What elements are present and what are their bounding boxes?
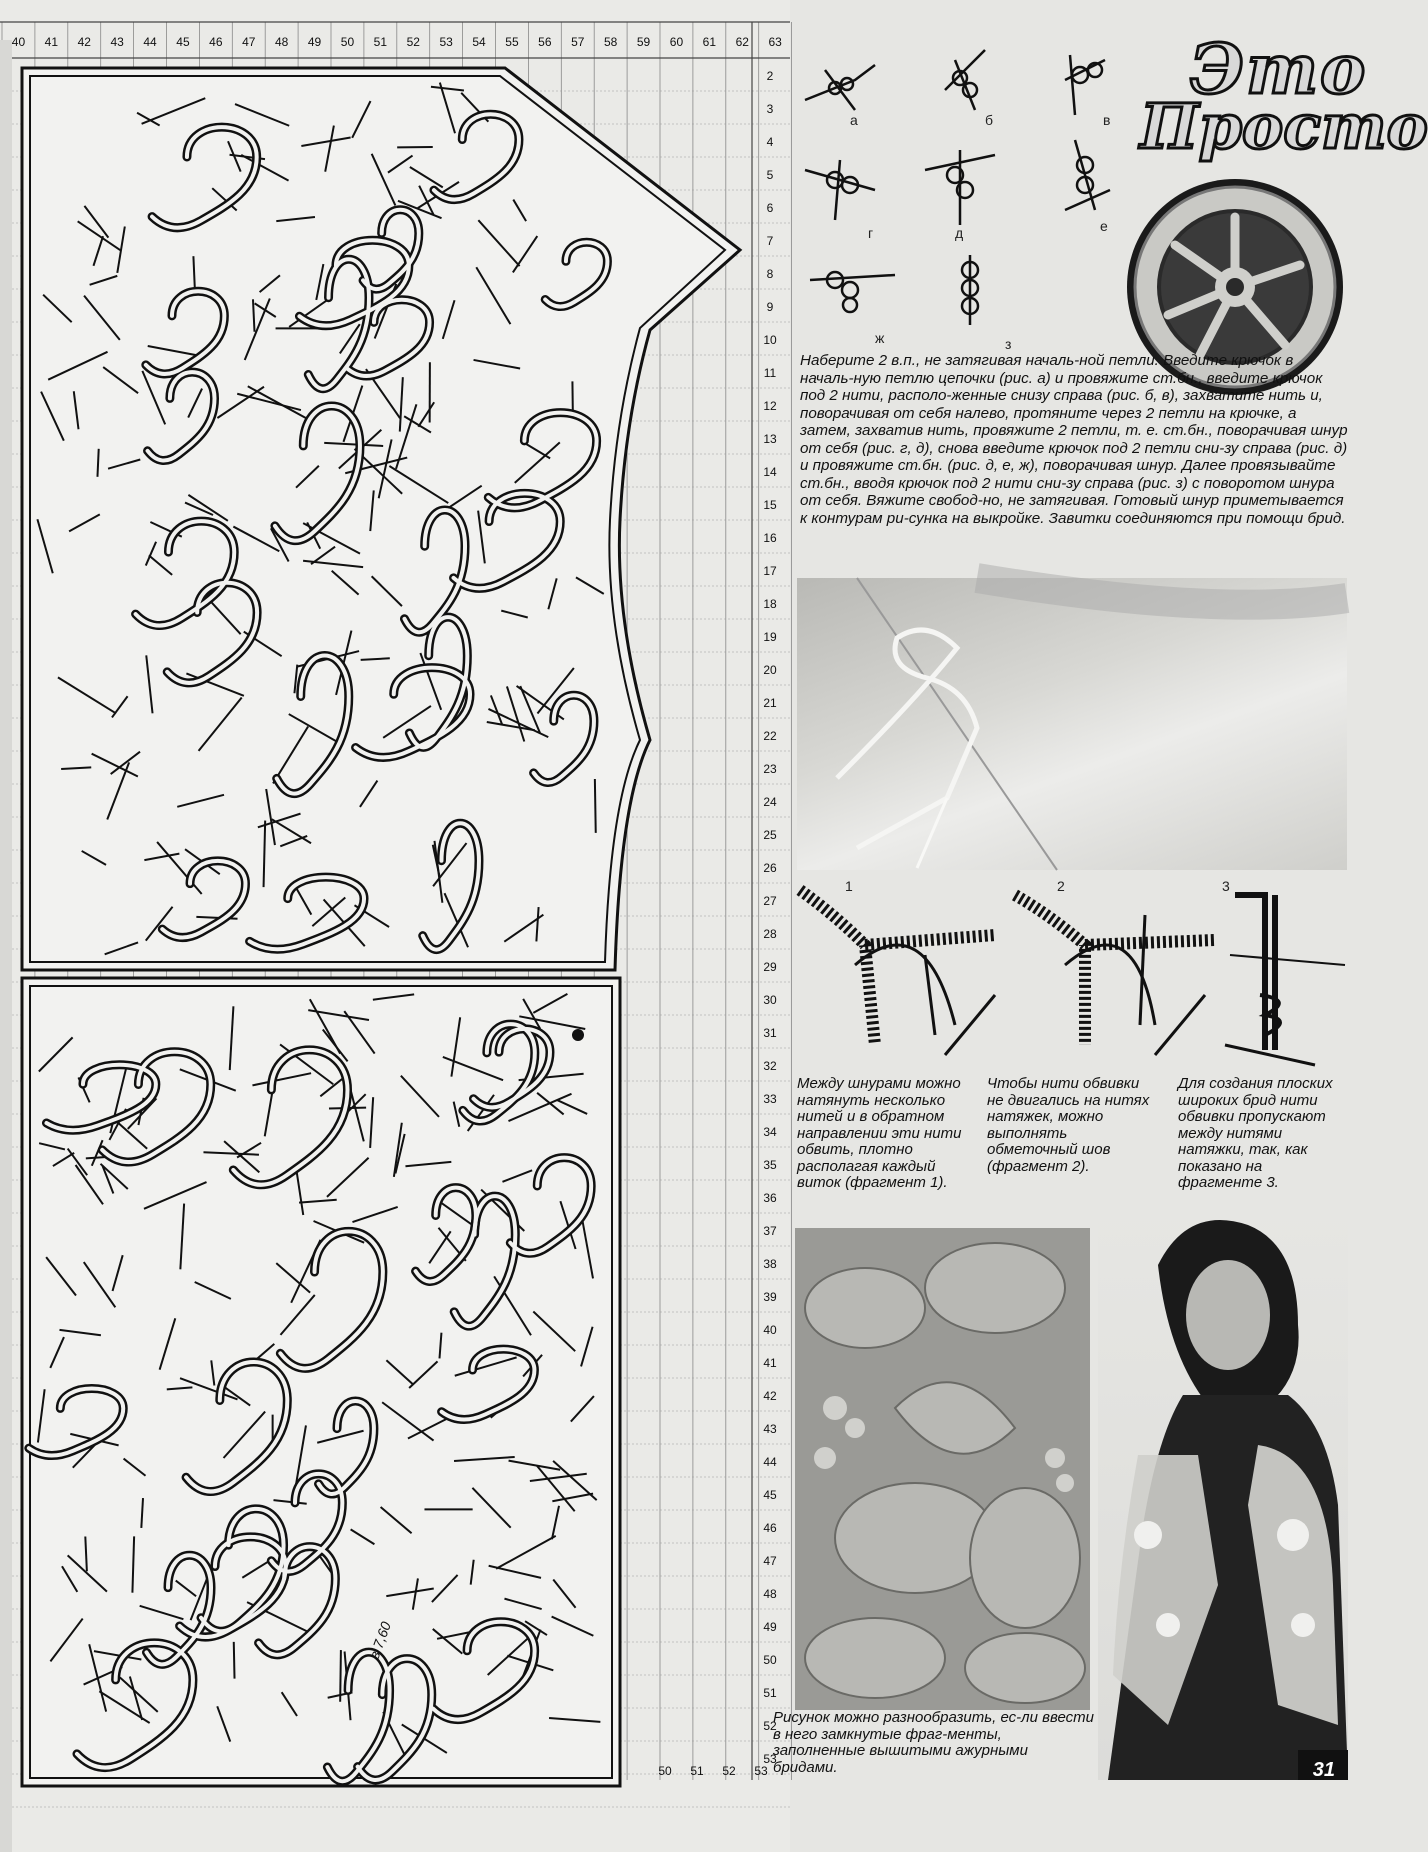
figure-z-drawing xyxy=(962,255,978,325)
row-label: 39 xyxy=(763,1290,777,1304)
row-label: 24 xyxy=(763,795,777,809)
column-label: 48 xyxy=(274,35,289,49)
bottom-caption: Рисунок можно разнообразить, ес-ли ввести в него замкнутые фраг-менты, заполненные вышитыми ажурными бридами. xyxy=(773,1709,1094,1776)
row-label: 17 xyxy=(763,564,777,578)
row-label: 45 xyxy=(763,1488,777,1502)
column-label: 50 xyxy=(340,35,355,49)
row-label: 35 xyxy=(763,1158,777,1172)
fragment-number-1: 1 xyxy=(845,878,853,894)
row-label: 18 xyxy=(763,597,777,611)
row-label: 37 xyxy=(763,1224,777,1238)
column-label: 44 xyxy=(143,35,157,49)
row-label: 52 xyxy=(763,1719,777,1733)
cord-sewing-photo xyxy=(797,578,1347,870)
figure-label-b: б xyxy=(985,112,994,128)
row-label: 9 xyxy=(766,300,774,314)
column-label: 60 xyxy=(669,35,684,49)
row-label: 48 xyxy=(763,1587,777,1601)
row-label: 22 xyxy=(763,729,777,743)
figure-zh-drawing xyxy=(810,272,895,312)
pattern-note: в 7,60 xyxy=(365,1619,394,1662)
title-line2: Просто xyxy=(1140,90,1428,163)
figure-label-e: е xyxy=(1100,218,1108,234)
column-label: 59 xyxy=(636,35,651,49)
figure-v-drawing xyxy=(1065,55,1105,115)
row-label: 53 xyxy=(763,1752,777,1766)
fragment-number-3: 3 xyxy=(1222,878,1230,894)
row-label: 19 xyxy=(763,630,777,644)
row-label: 49 xyxy=(763,1620,777,1634)
row-label: 43 xyxy=(763,1422,777,1436)
figure-e-drawing xyxy=(1065,140,1110,210)
column-label: 51 xyxy=(373,35,388,49)
row-label: 6 xyxy=(766,201,774,215)
column-label: 46 xyxy=(209,35,223,49)
row-label: 38 xyxy=(763,1257,777,1271)
row-label: 12 xyxy=(763,399,777,413)
column-label: 56 xyxy=(538,35,552,49)
row-label: 30 xyxy=(763,993,777,1007)
figure-d-drawing xyxy=(925,150,995,225)
fragment-1-drawing xyxy=(800,890,995,1055)
row-label: 41 xyxy=(763,1356,777,1370)
row-label: 8 xyxy=(766,267,774,281)
column-label: 57 xyxy=(571,35,585,49)
figure-label-g: г xyxy=(868,225,874,241)
fragment-1-caption: Между шнурами можно натянуть несколько нитей и в обратном направлении эти нити обвить, плотно располагая каждый виток (фрагмент 1). xyxy=(797,1075,962,1191)
row-label: 3 xyxy=(766,102,774,116)
fragment-3-drawing xyxy=(1225,895,1345,1065)
column-label: 52 xyxy=(406,35,420,49)
row-label: 7 xyxy=(766,234,774,248)
row-label: 29 xyxy=(763,960,777,974)
row-label: 26 xyxy=(763,861,777,875)
row-label: 31 xyxy=(763,1026,777,1040)
lower-pattern-piece xyxy=(22,978,620,1786)
fragment-2-caption: Чтобы нити обвивки не двигались на нитях натяжек, можно выполнять обметочный шов (фрагмент 2). xyxy=(987,1075,1150,1175)
row-label: 11 xyxy=(763,366,777,380)
row-label: 10 xyxy=(763,333,777,347)
model-photo xyxy=(1098,1205,1348,1780)
row-label: 15 xyxy=(763,498,777,512)
column-label: 63 xyxy=(768,35,782,49)
row-label: 40 xyxy=(763,1323,777,1337)
row-label: 42 xyxy=(763,1389,777,1403)
column-label: 53 xyxy=(439,35,453,49)
column-label: 41 xyxy=(44,35,59,49)
column-label: 43 xyxy=(110,35,124,49)
row-label: 20 xyxy=(763,663,777,677)
fragment-diagrams xyxy=(795,875,1350,1075)
row-label: 21 xyxy=(763,696,777,710)
row-label: 23 xyxy=(763,762,777,776)
row-label: 51 xyxy=(763,1686,777,1700)
section-title xyxy=(1140,30,1428,163)
row-label: 25 xyxy=(763,828,777,842)
row-label: 50 xyxy=(763,1653,777,1667)
row-label: 46 xyxy=(763,1521,777,1535)
lace-closeup-photo xyxy=(795,1228,1090,1710)
figure-label-a: а xyxy=(850,112,858,128)
figure-label-d: д xyxy=(955,225,964,241)
bottom-label: 52 xyxy=(722,1764,736,1778)
row-label: 34 xyxy=(763,1125,777,1139)
figure-a-drawing xyxy=(805,65,875,110)
instructions-text: Наберите 2 в.п., не затягивая началь-ной петли. Введите крючок в началь-ную петлю цепочки (рис. а) и провяжите ст.бн., введите крючок под 2 нити, располо-женные снизу справа (рис. б, в), захватите нить и, поворачивая от себя налево, протяните через 2 петли на крючке, а затем, захватив нить, провяжите 2 петли, т. е. ст.бн., поворачивая шнур от себя (рис. г, д), снова введите крючок под 2 петли сни-зу справа (рис. д) и провяжите ст.бн. (рис. д, е, ж), поворачивая шнур. Далее провязывайте ст.бн., вводя крючок под 2 нити сни-зу справа (рис. з) с поворотом шнура от себя. Вяжите свобод-но, не затягивая. Готовый шнур приметывается к контурам ри-сунка на выкройке. Завитки соединяются при помощи брид. xyxy=(800,352,1348,527)
figure-label-zh: ж xyxy=(875,330,885,346)
row-label: 28 xyxy=(763,927,777,941)
figure-g-drawing xyxy=(805,160,875,220)
column-label: 45 xyxy=(176,35,190,49)
column-label: 58 xyxy=(603,35,618,49)
figure-b-drawing xyxy=(945,50,985,110)
column-label: 61 xyxy=(702,35,717,49)
row-label: 16 xyxy=(763,531,777,545)
row-label: 33 xyxy=(763,1092,777,1106)
column-label: 47 xyxy=(242,35,256,49)
bottom-label: 50 xyxy=(658,1764,672,1778)
column-label: 62 xyxy=(735,35,749,49)
title-line1: Это xyxy=(1190,30,1368,110)
column-label: 55 xyxy=(505,35,519,49)
figure-label-v: в xyxy=(1103,112,1111,128)
fragment-3-caption: Для создания плоских широких брид нити обвивки пропускают между нитями натяжки, так, как показано на фрагменте 3. xyxy=(1178,1075,1333,1191)
bottom-label: 51 xyxy=(690,1764,704,1778)
column-label: 42 xyxy=(77,35,91,49)
row-label: 14 xyxy=(763,465,777,479)
page-number: 31 xyxy=(1312,1759,1335,1781)
figure-label-z: з xyxy=(1005,336,1012,352)
row-label: 36 xyxy=(763,1191,777,1205)
bottom-label: 53 xyxy=(754,1764,768,1778)
column-label: 40 xyxy=(11,35,26,49)
row-label: 13 xyxy=(763,432,777,446)
fragment-2-drawing xyxy=(1015,895,1215,1055)
row-label: 5 xyxy=(766,168,774,182)
column-label: 49 xyxy=(307,35,322,49)
row-label: 4 xyxy=(766,135,774,149)
column-label: 54 xyxy=(472,35,486,49)
stitch-figures xyxy=(795,40,1115,350)
row-label: 32 xyxy=(763,1059,777,1073)
row-label: 44 xyxy=(763,1455,777,1469)
row-label: 27 xyxy=(763,894,777,908)
row-label: 47 xyxy=(763,1554,777,1568)
fragment-number-2: 2 xyxy=(1057,878,1065,894)
row-label: 2 xyxy=(766,69,774,83)
